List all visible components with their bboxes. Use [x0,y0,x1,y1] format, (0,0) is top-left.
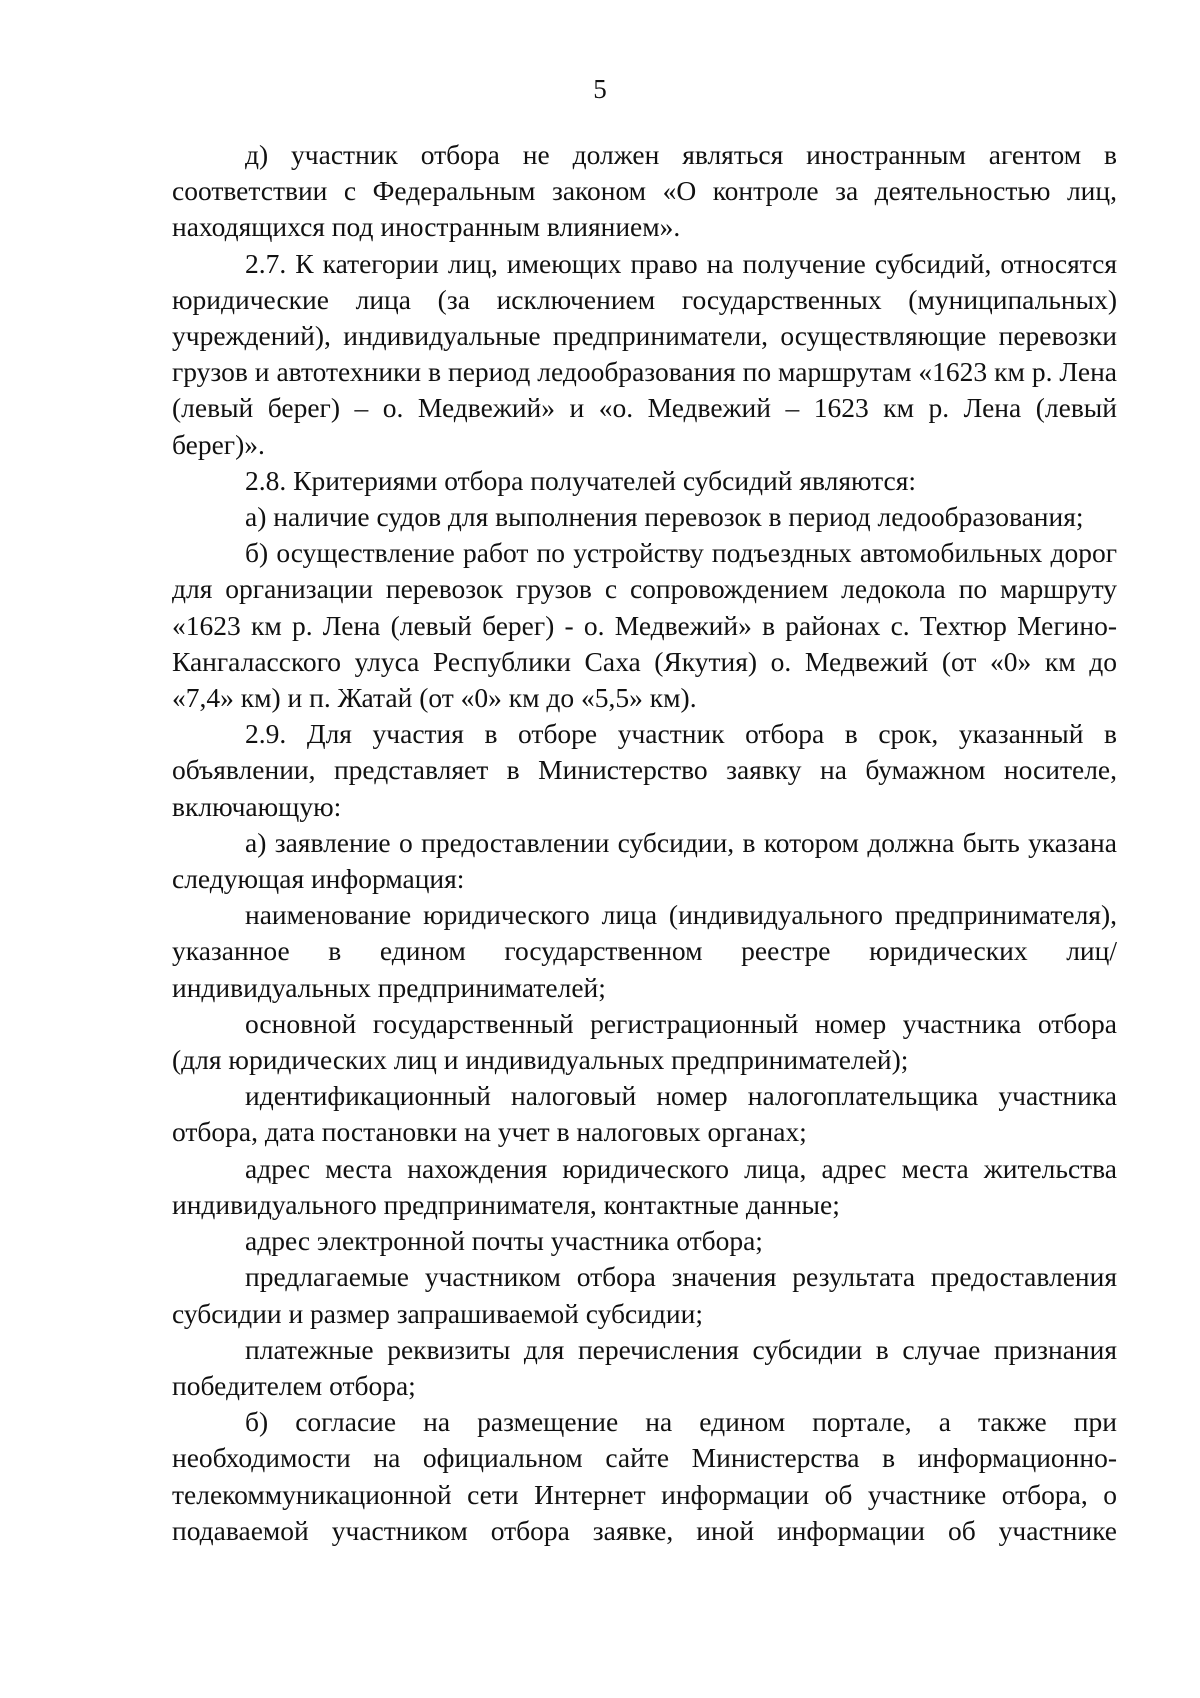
list-item-result-values: предлагаемые участником отбора значения результата предоставления субсидии и размер запрашиваемой субсидии; [172,1261,1117,1329]
paragraph-2-8-b: б) осуществление работ по устройству подъездных автомобильных дорог для организации перевозок грузов с сопровождением ледокола по маршруту «1623 км р. Лена (левый берег) - о. Медвежий» в районах с. Техтюр Мегино-Кангаласского улуса Республики Саха (Якутия) о. Медвежий (от «0» км до «7,4» км) и п. Жатай (от «0» км до «5,5» км). [172,537,1117,714]
page-number: 5 [593,74,607,104]
paragraph-d-foreign-agent: д) участник отбора не должен являться иностранным агентом в соответствии с Федеральным законом «О контроле за деятельностью лиц, находящихся под иностранным влиянием». [172,139,1117,243]
paragraph-2-8-a: а) наличие судов для выполнения перевозок в период ледообразования; [245,501,1084,533]
list-item-payment-details: платежные реквизиты для перечисления субсидии в случае признания победителем отбора; [172,1333,1117,1401]
paragraph-2-9: 2.9. Для участия в отборе участник отбора в срок, указанный в объявлении, представляет в Министерство заявку на бумажном носителе, включающую: [172,718,1117,822]
paragraph-2-9-a: а) заявление о предоставлении субсидии, в котором должна быть указана следующая информация: [172,826,1117,895]
list-item-address: адрес места нахождения юридического лица, адрес места жительства индивидуального предпринимателя, контактные данные; [172,1152,1117,1220]
paragraph-2-7: 2.7. К категории лиц, имеющих право на получение субсидий, относятся юридические лица (за исключением государственных (муниципальных) учреждений), индивидуальные предприниматели, осуществляющие перевозки грузов и автотехники в период ледообразования по маршрутам «1623 км р. Лена (левый берег) – о. Медвежий» и «о. Медвежий – 1623 км р. Лена (левый берег)». [172,247,1117,460]
paragraph-2-8: 2.8. Критериями отбора получателей субсидий являются: [245,464,917,496]
document-body [172,137,1117,1549]
paragraph-2-9-b: б) согласие на размещение на едином портале, а также при необходимости на официальном сайте Министерства в информационно-телекоммуникационной сети Интернет информации об участнике отбора, о подаваемой участником отбора заявке, иной информации об участнике [172,1406,1117,1546]
list-item-email: адрес электронной почты участника отбора; [245,1225,763,1257]
list-item-name: наименование юридического лица (индивидуального предпринимателя), указанное в едином государственном реестре юридических лиц/индивидуальных предпринимателей; [172,899,1117,1003]
list-item-inn: идентификационный налоговый номер налогоплательщика участника отбора, дата постановки на учет в налоговых органах; [172,1080,1117,1148]
list-item-ogrn: основной государственный регистрационный номер участника отбора (для юридических лиц и индивидуальных предпринимателей); [172,1007,1117,1076]
